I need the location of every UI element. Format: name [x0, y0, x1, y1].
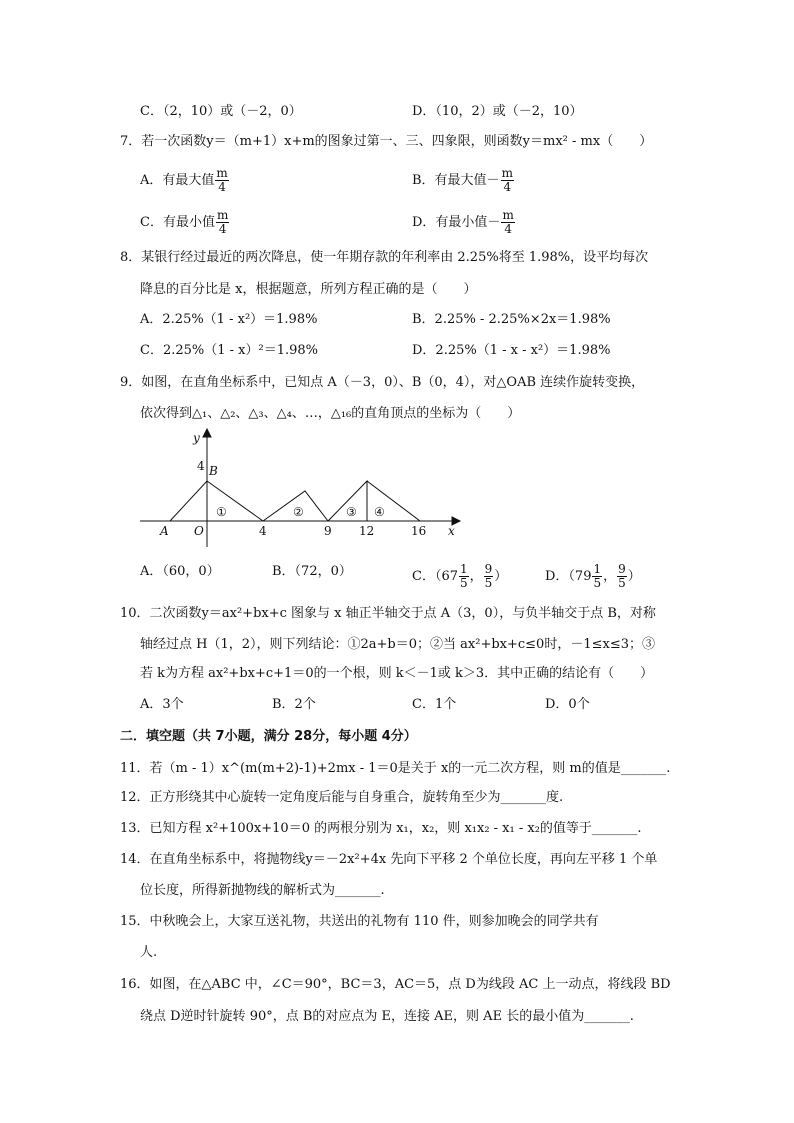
q10-option-c: C．1个: [412, 697, 457, 712]
x-axis-label: x: [448, 524, 455, 538]
point-a-label: A: [160, 524, 169, 538]
q14-line1: 14．在直角坐标系中，将抛物线y＝－2x²+4x 先向下平移 2 个单位长度，再向左平移 1 个单: [120, 852, 658, 867]
q15-line1: 15．中秋晚会上，大家互送礼物，共送出的礼物有 110 件，则参加晚会的同学共有: [120, 914, 599, 929]
q7-option-b: B．有最大值－ $\frac{m}{4}$: [412, 166, 513, 194]
triangle-4-label: ④: [374, 505, 385, 519]
q16-line1: 16．如图，在△ABC 中，∠C＝90°，BC＝3，AC＝5，点 D为线段 AC 上一动点，将线段 BD: [120, 977, 671, 992]
triangle-2-label: ②: [293, 505, 304, 519]
x-tick-12: 12: [359, 524, 375, 538]
q10-option-b: B．2个: [272, 697, 316, 712]
q10-stem-line2: 轴经过点 H（1，2），则下列结论：①2a+b＝0；②当 ax²+bx+c≤0时，－1≤x≤3；③: [140, 637, 655, 652]
q8-option-c: C．2.25%（1 - x）²＝1.98%: [140, 343, 319, 358]
q8-option-a: A．2.25%（1 - x²）＝1.98%: [140, 312, 318, 327]
point-b-label: B: [209, 464, 218, 478]
q9-figure: [130, 425, 470, 550]
x-tick-4: 4: [259, 524, 267, 538]
point-o-label: O: [194, 524, 204, 538]
q7-option-a: A．有最大值 $\frac{m}{4}$: [140, 166, 228, 194]
q8-option-b: B．2.25% - 2.25%×2x＝1.98%: [412, 312, 611, 327]
y-tick-4: 4: [197, 459, 205, 473]
y-axis-label: y: [193, 431, 200, 445]
q10-stem-line3: 若 k为方程 ax²+bx+c+1＝0的一个根，则 k＜－1或 k＞3．其中正确的结论有（ ）: [140, 666, 654, 681]
q9-option-b: B．（72，0）: [272, 564, 352, 579]
q6-option-d: D．（10，2）或（－2，10）: [412, 104, 583, 119]
q8-option-d: D．2.25%（1 - x - x²）＝1.98%: [412, 343, 611, 358]
x-tick-9: 9: [324, 524, 332, 538]
q9-option-c: C．（67 $\frac{1}{5}$ ， $\frac{9}{5}$ ）: [412, 562, 508, 590]
q9-stem-line2: 依次得到△₁、△₂、△₃、△₄、…，△₁₆的直角顶点的坐标为（ ）: [140, 406, 521, 421]
q13-line: 13．已知方程 x²+100x+10＝0 的两根分别为 x₁，x₂，则 x₁x₂ - x₁ - x₂的值等于_______.: [120, 821, 642, 836]
q11-line: 11．若（m - 1）x^(m(m+2)-1)+2mx - 1＝0是关于 x的一元二次方程，则 m的值是_______.: [120, 761, 671, 776]
q10-option-a: A．3个: [140, 697, 184, 712]
q7-option-d: D．有最小值－ $\frac{m}{4}$: [412, 208, 514, 236]
q8-stem-line1: 8．某银行经过最近的两次降息，使一年期存款的年利率由 2.25%将至 1.98%，设平均每次: [120, 250, 649, 265]
q9-stem-line1: 9．如图，在直角坐标系中，已知点 A（－3，0）、B（0，4），对△OAB 连续作旋转变换，: [120, 375, 645, 390]
q7-option-c: C．有最小值 $\frac{m}{4}$: [140, 208, 229, 236]
q6-option-c: C．（2，10）或（－2，0）: [140, 104, 302, 119]
q10-stem-line1: 10．二次函数y＝ax²+bx+c 图象与 x 轴正半轴交于点 A（3，0），与负半轴交于点 B，对称: [120, 606, 656, 621]
q14-line2: 位长度，所得新抛物线的解析式为_______.: [140, 883, 385, 898]
q10-option-d: D．0个: [545, 697, 590, 712]
q16-line2: 绕点 D逆时针旋转 90°，点 B的对应点为 E，连接 AE，则 AE 长的最小值为_______.: [140, 1009, 634, 1024]
section-heading-fill-in: 二．填空题（共 7小题，满分 28分，每小题 4分）: [120, 729, 417, 744]
q8-stem-line2: 降息的百分比是 x，根据题意，所列方程正确的是（ ）: [140, 282, 477, 297]
triangle-1-label: ①: [216, 505, 227, 519]
q12-line: 12．正方形绕其中心旋转一定角度后能与自身重合，旋转角至少为_______度.: [120, 790, 564, 805]
x-tick-16: 16: [411, 524, 427, 538]
triangle-oab: [170, 481, 207, 521]
triangle-3-label: ③: [346, 505, 357, 519]
q9-option-d: D．（79 $\frac{1}{5}$ ， $\frac{9}{5}$ ）: [545, 562, 641, 590]
q15-line2: 人.: [140, 945, 158, 960]
y-axis-arrow-icon: [203, 429, 211, 437]
q7-stem: 7．若一次函数y＝（m+1）x+m的图象过第一、三、四象限，则函数y＝mx² - mx（ ）: [120, 134, 653, 149]
q9-option-a: A．（60，0）: [140, 564, 220, 579]
